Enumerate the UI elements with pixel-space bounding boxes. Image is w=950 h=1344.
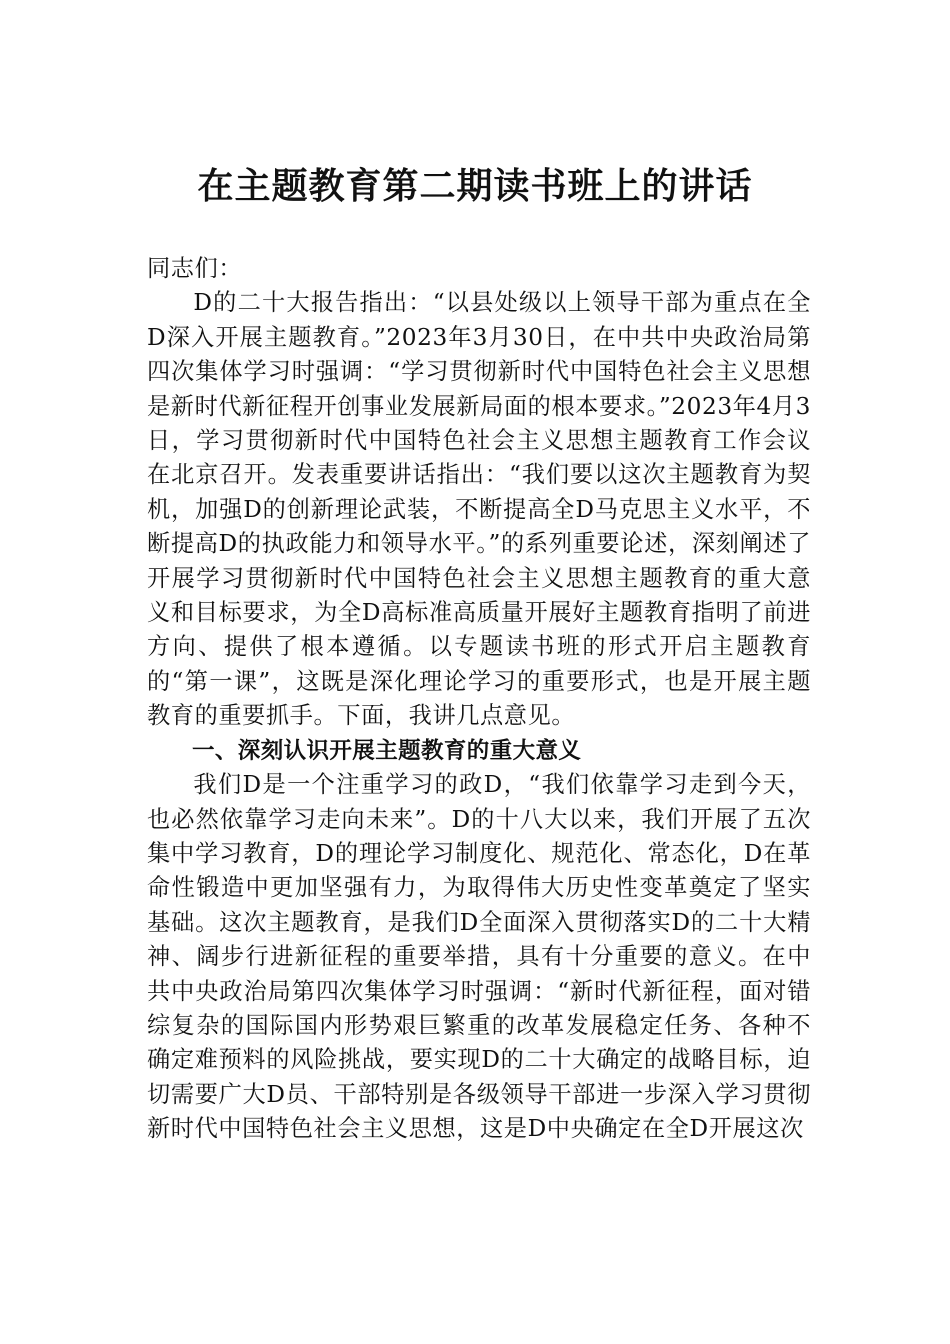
salutation: 同志们： xyxy=(147,255,243,282)
document-title: 在主题教育第二期读书班上的讲话 xyxy=(197,165,753,207)
paragraph-intro: D的二十大报告指出：“以县处级以上领导干部为重点在全D深入开展主题教育。”2023年3月30日，在中共中央政治局第四次集体学习时强调：“学习贯彻新时代中国特色社会主义思想是新时代新征程开创事业发展新局面的根本要求。”2023年4月3日，学习贯彻新时代中国特色社会主义思想主题教育工作会议在北京召开。发表重要讲话指出：“我们要以这次主题教育为契机，加强D的创新理论武装，不断提高全D马克思主义水平，不断提高D的执政能力和领导水平。”的系列重要论述，深刻阐述了开展学习贯彻新时代中国特色社会主义思想主题教育的重大意义和目标要求，为全D高标准高质量开展好主题教育指明了前进方向、提供了根本遵循。以专题读书班的形式开启主题教育的“第一课”，这既是深化理论学习的重要形式，也是开展主题教育的重要抓手。下面，我讲几点意见。 xyxy=(147,289,811,730)
paragraph-section-one: 我们D是一个注重学习的政D，“我们依靠学习走到今天，也必然依靠学习走向未来”。D的十八大以来，我们开展了五次集中学习教育，D的理论学习制度化、规范化、常态化，D在革命性锻造中更加坚强有力，为取得伟大历史性变革奠定了坚实基础。这次主题教育，是我们D全面深入贯彻落实D的二十大精神、阔步行进新征程的重要举措，具有十分重要的意义。在中共中央政治局第四次集体学习时强调：“新时代新征程，面对错综复杂的国际国内形势艰巨繁重的改革发展稳定任务、各种不确定难预料的风险挑战，要实现D的二十大确定的战略目标，迫切需要广大D员、干部特别是各级领导干部进一步深入学习贯彻新时代中国特色社会主义思想，这是D中央确定在全D开展这次 xyxy=(147,771,811,1143)
document-body xyxy=(147,252,811,1147)
section-heading: 一、深刻认识开展主题教育的重大意义 xyxy=(192,737,582,764)
